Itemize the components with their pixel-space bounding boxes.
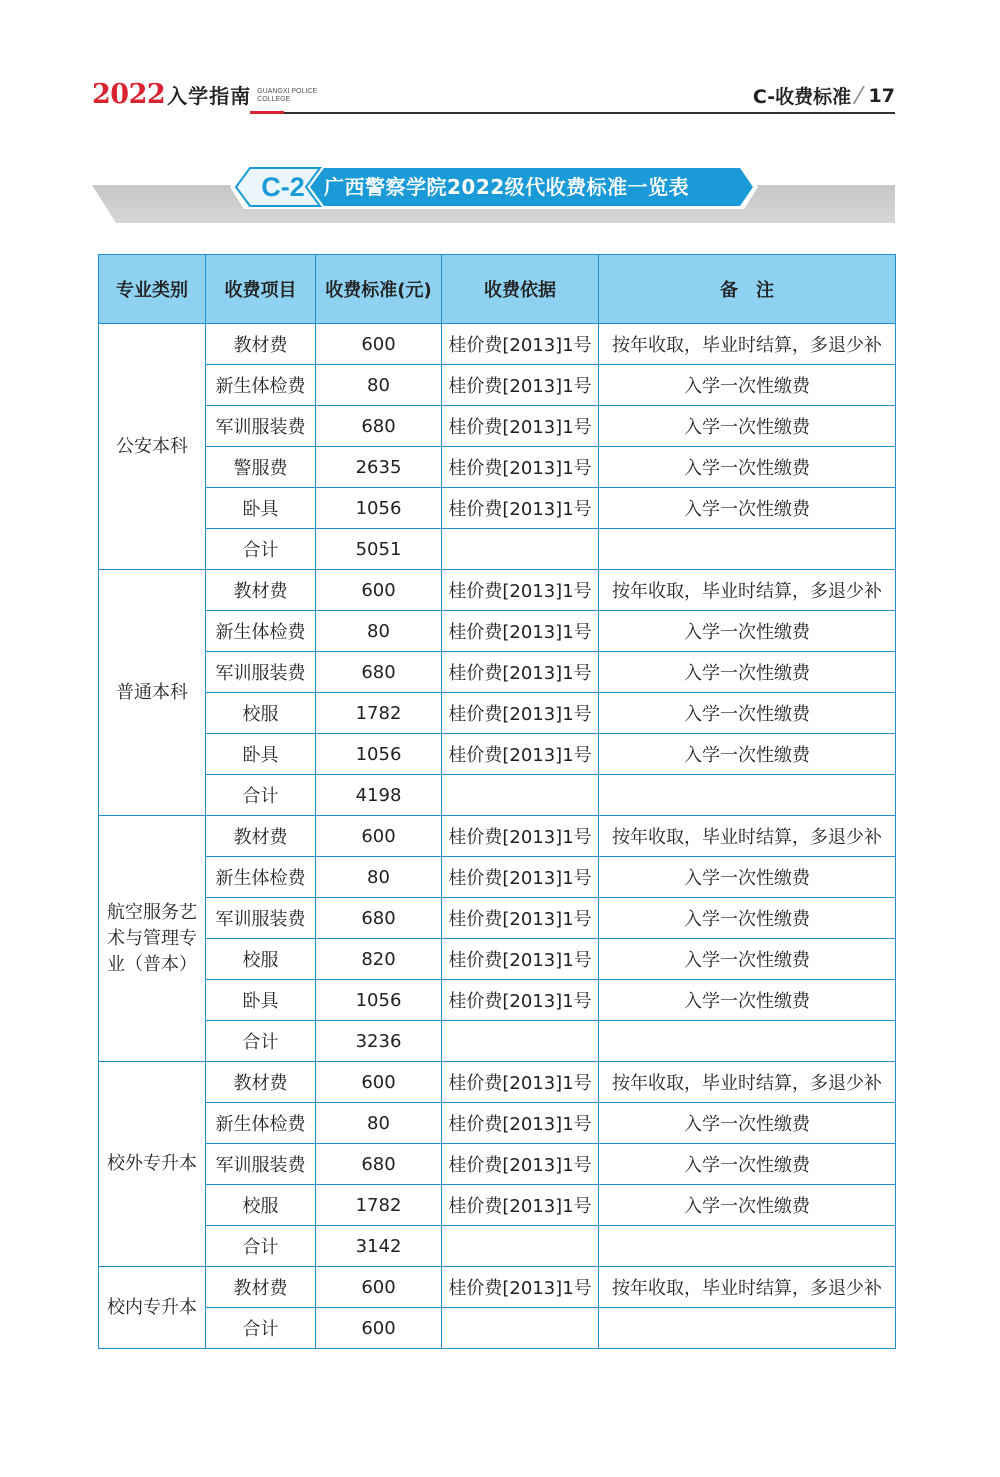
- amount-cell: 1056: [316, 980, 442, 1021]
- basis-cell: 桂价费[2013]1号: [442, 1267, 599, 1308]
- table-row: [99, 488, 896, 529]
- basis-cell: [442, 1308, 599, 1349]
- table-row: [99, 652, 896, 693]
- item-cell: 校服: [206, 939, 316, 980]
- fee-table: [98, 254, 896, 1349]
- banner-title-ribbon: [230, 165, 758, 209]
- header-section: [753, 82, 895, 109]
- remark-cell: 入学一次性缴费: [599, 734, 896, 775]
- amount-cell: 2635: [316, 447, 442, 488]
- remark-cell: 入学一次性缴费: [599, 939, 896, 980]
- basis-cell: 桂价费[2013]1号: [442, 406, 599, 447]
- basis-cell: 桂价费[2013]1号: [442, 898, 599, 939]
- item-cell: 合计: [206, 529, 316, 570]
- table-row: [99, 1144, 896, 1185]
- amount-cell: 820: [316, 939, 442, 980]
- item-cell: 卧具: [206, 488, 316, 529]
- amount-cell: 3236: [316, 1021, 442, 1062]
- page-header: [92, 80, 895, 114]
- page-number: 17: [868, 84, 895, 107]
- table-body: [99, 324, 896, 1349]
- remark-cell: 按年收取，毕业时结算，多退少补: [599, 1267, 896, 1308]
- category-cell: 公安本科: [99, 324, 206, 570]
- basis-cell: [442, 775, 599, 816]
- basis-cell: [442, 1021, 599, 1062]
- remark-cell: 入学一次性缴费: [599, 488, 896, 529]
- remark-cell: 按年收取，毕业时结算，多退少补: [599, 816, 896, 857]
- amount-cell: 600: [316, 570, 442, 611]
- remark-cell: 按年收取，毕业时结算，多退少补: [599, 1062, 896, 1103]
- remark-cell: [599, 1226, 896, 1267]
- amount-cell: 600: [316, 1308, 442, 1349]
- amount-cell: 600: [316, 816, 442, 857]
- basis-cell: 桂价费[2013]1号: [442, 570, 599, 611]
- table-row: [99, 1226, 896, 1267]
- header-amount: 收费标准(元): [316, 255, 442, 324]
- basis-cell: [442, 529, 599, 570]
- table-row: [99, 939, 896, 980]
- table-row: [99, 1185, 896, 1226]
- table-header-row: [99, 255, 896, 324]
- item-cell: 军训服装费: [206, 1144, 316, 1185]
- basis-cell: 桂价费[2013]1号: [442, 734, 599, 775]
- amount-cell: 680: [316, 898, 442, 939]
- item-cell: 合计: [206, 775, 316, 816]
- amount-cell: 1782: [316, 693, 442, 734]
- item-cell: 军训服装费: [206, 898, 316, 939]
- table-row: [99, 324, 896, 365]
- basis-cell: 桂价费[2013]1号: [442, 447, 599, 488]
- remark-cell: [599, 1308, 896, 1349]
- item-cell: 新生体检费: [206, 1103, 316, 1144]
- remark-cell: 入学一次性缴费: [599, 1185, 896, 1226]
- category-cell: 校内专升本: [99, 1267, 206, 1349]
- remark-cell: 入学一次性缴费: [599, 857, 896, 898]
- category-cell: 航空服务艺术与管理专业（普本）: [99, 816, 206, 1062]
- header-item: 收费项目: [206, 255, 316, 324]
- header-rule: [284, 112, 895, 114]
- remark-cell: 入学一次性缴费: [599, 898, 896, 939]
- item-cell: 卧具: [206, 980, 316, 1021]
- category-cell: 普通本科: [99, 570, 206, 816]
- amount-cell: 4198: [316, 775, 442, 816]
- table-row: [99, 365, 896, 406]
- table-row: [99, 529, 896, 570]
- basis-cell: 桂价费[2013]1号: [442, 857, 599, 898]
- banner-code: C-2: [261, 172, 305, 202]
- remark-cell: 入学一次性缴费: [599, 652, 896, 693]
- slash-divider-icon: /: [851, 83, 866, 108]
- table-row: [99, 406, 896, 447]
- amount-cell: 680: [316, 652, 442, 693]
- remark-cell: [599, 1021, 896, 1062]
- section-title: C-收费标准: [752, 86, 852, 108]
- item-cell: 教材费: [206, 324, 316, 365]
- table-row: [99, 693, 896, 734]
- table-row: [99, 1308, 896, 1349]
- brand-accent-bar: [250, 111, 284, 114]
- remark-cell: 入学一次性缴费: [599, 447, 896, 488]
- amount-cell: 3142: [316, 1226, 442, 1267]
- item-cell: 教材费: [206, 816, 316, 857]
- brand-title: 入学指南: [167, 84, 252, 108]
- category-cell: 校外专升本: [99, 1062, 206, 1267]
- amount-cell: 600: [316, 1267, 442, 1308]
- brand-logo: [92, 80, 317, 110]
- basis-cell: 桂价费[2013]1号: [442, 365, 599, 406]
- basis-cell: 桂价费[2013]1号: [442, 1144, 599, 1185]
- header-basis: 收费依据: [442, 255, 599, 324]
- remark-cell: 入学一次性缴费: [599, 611, 896, 652]
- item-cell: 合计: [206, 1021, 316, 1062]
- item-cell: 校服: [206, 1185, 316, 1226]
- basis-cell: 桂价费[2013]1号: [442, 939, 599, 980]
- remark-cell: 入学一次性缴费: [599, 980, 896, 1021]
- amount-cell: 5051: [316, 529, 442, 570]
- table-row: [99, 857, 896, 898]
- remark-cell: 按年收取，毕业时结算，多退少补: [599, 570, 896, 611]
- item-cell: 卧具: [206, 734, 316, 775]
- brand-english-line2: COLLEGE: [257, 96, 291, 103]
- amount-cell: 1056: [316, 734, 442, 775]
- item-cell: 警服费: [206, 447, 316, 488]
- item-cell: 合计: [206, 1308, 316, 1349]
- table-row: [99, 980, 896, 1021]
- item-cell: 教材费: [206, 570, 316, 611]
- table-row: [99, 447, 896, 488]
- amount-cell: 80: [316, 365, 442, 406]
- item-cell: 新生体检费: [206, 611, 316, 652]
- item-cell: 新生体检费: [206, 857, 316, 898]
- remark-cell: 入学一次性缴费: [599, 1103, 896, 1144]
- item-cell: 校服: [206, 693, 316, 734]
- amount-cell: 1782: [316, 1185, 442, 1226]
- item-cell: 新生体检费: [206, 365, 316, 406]
- table-row: [99, 1103, 896, 1144]
- remark-cell: 入学一次性缴费: [599, 365, 896, 406]
- basis-cell: 桂价费[2013]1号: [442, 980, 599, 1021]
- basis-cell: 桂价费[2013]1号: [442, 1103, 599, 1144]
- basis-cell: 桂价费[2013]1号: [442, 816, 599, 857]
- table-row: [99, 898, 896, 939]
- remark-cell: 按年收取，毕业时结算，多退少补: [599, 324, 896, 365]
- basis-cell: 桂价费[2013]1号: [442, 611, 599, 652]
- basis-cell: 桂价费[2013]1号: [442, 488, 599, 529]
- brand-english: [257, 88, 317, 104]
- basis-cell: 桂价费[2013]1号: [442, 324, 599, 365]
- table-row: [99, 1267, 896, 1308]
- basis-cell: 桂价费[2013]1号: [442, 652, 599, 693]
- banner-title: 广西警察学院2022级代收费标准一览表: [324, 175, 690, 199]
- table-row: [99, 775, 896, 816]
- header-remark: 备 注: [599, 255, 896, 324]
- item-cell: 教材费: [206, 1062, 316, 1103]
- amount-cell: 680: [316, 406, 442, 447]
- table-row: [99, 1062, 896, 1103]
- item-cell: 军训服装费: [206, 406, 316, 447]
- amount-cell: 80: [316, 857, 442, 898]
- basis-cell: 桂价费[2013]1号: [442, 1062, 599, 1103]
- amount-cell: 1056: [316, 488, 442, 529]
- table-row: [99, 1021, 896, 1062]
- item-cell: 教材费: [206, 1267, 316, 1308]
- brand-english-line1: GUANGXI POLICE: [257, 88, 318, 95]
- amount-cell: 680: [316, 1144, 442, 1185]
- remark-cell: [599, 775, 896, 816]
- remark-cell: [599, 529, 896, 570]
- remark-cell: 入学一次性缴费: [599, 406, 896, 447]
- amount-cell: 600: [316, 324, 442, 365]
- brand-year: 2022: [92, 79, 166, 110]
- basis-cell: 桂价费[2013]1号: [442, 1185, 599, 1226]
- table-row: [99, 816, 896, 857]
- amount-cell: 80: [316, 611, 442, 652]
- item-cell: 合计: [206, 1226, 316, 1267]
- item-cell: 军训服装费: [206, 652, 316, 693]
- amount-cell: 600: [316, 1062, 442, 1103]
- remark-cell: 入学一次性缴费: [599, 1144, 896, 1185]
- amount-cell: 80: [316, 1103, 442, 1144]
- section-banner: [92, 165, 895, 223]
- remark-cell: 入学一次性缴费: [599, 693, 896, 734]
- table-row: [99, 611, 896, 652]
- table-row: [99, 570, 896, 611]
- basis-cell: 桂价费[2013]1号: [442, 693, 599, 734]
- basis-cell: [442, 1226, 599, 1267]
- header-category: 专业类别: [99, 255, 206, 324]
- table-row: [99, 734, 896, 775]
